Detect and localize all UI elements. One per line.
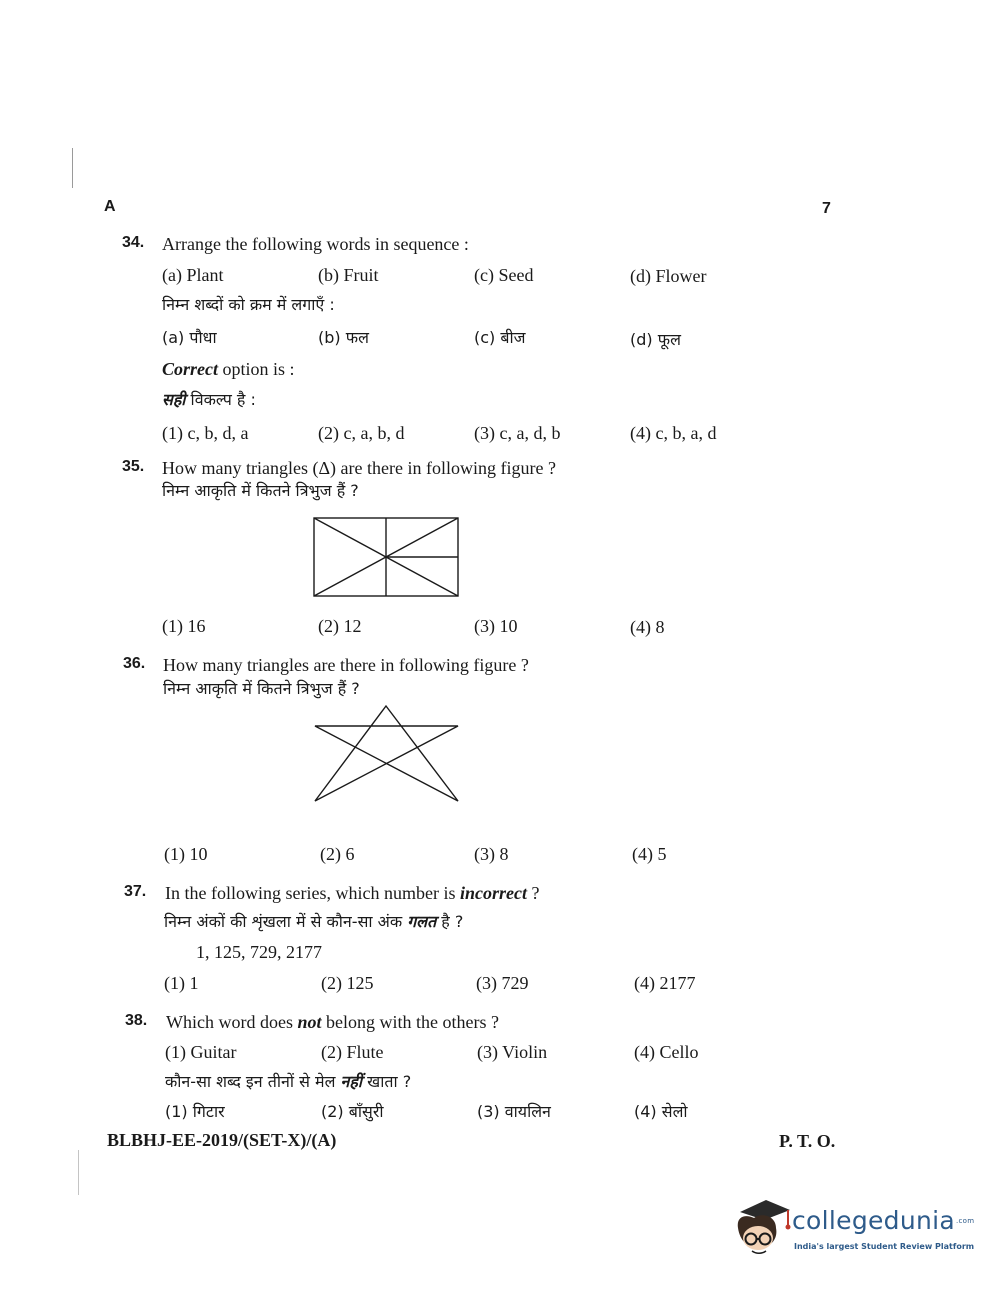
number-series: 1, 125, 729, 2177 [196,942,322,962]
option-4: (4) 8 [630,617,665,637]
word-hi-b: (b) फल [318,328,369,347]
correct-option-label-hi: सही विकल्प है : [162,390,256,409]
option-hi-2: (2) बाँसुरी [321,1102,384,1121]
question-text-hi: निम्न शब्दों को क्रम में लगाएँ : [162,295,335,314]
option-2: (2) 6 [320,844,355,864]
star-triangles-figure [312,704,462,804]
set-letter: A [104,198,116,215]
question-text-en: How many triangles are there in following figure ? [163,655,529,675]
word-en-d: (d) Flower [630,266,707,286]
option-3: (3) 8 [474,844,509,864]
question-text-en: How many triangles (Δ) are there in following figure ? [162,458,556,478]
word-en-c: (c) Seed [474,265,534,285]
figure-star [315,706,458,801]
rectangle-triangles-figure [312,516,460,598]
brand-tagline: India's largest Student Review Platform [794,1242,975,1251]
question-text-hi: कौन-सा शब्द इन तीनों से मेल नहीं खाता ? [165,1072,412,1091]
option-en-1: (1) Guitar [165,1042,237,1062]
option-1: (1) 1 [164,973,199,993]
collegedunia-watermark [732,1196,975,1268]
question-text-en: Arrange the following words in sequence : [162,234,469,254]
option-en-3: (3) Violin [477,1042,548,1062]
option-3: (3) 729 [476,973,529,993]
option-3: (3) c, a, d, b [474,423,561,443]
option-1: (1) 16 [162,616,206,636]
option-1: (1) 10 [164,844,208,864]
option-4: (4) 2177 [634,973,696,993]
option-4: (4) c, b, a, d [630,423,717,443]
paper-code: BLBHJ-EE-2019/(SET-X)/(A) [107,1130,337,1150]
question-number: 35. [122,458,145,475]
question-text-hi: निम्न आकृति में कितने त्रिभुज हैं ? [163,679,360,698]
question-text-en: Which word does not belong with the others ? [166,1012,499,1032]
option-4: (4) 5 [632,844,667,864]
question-number: 36. [123,655,146,672]
word-hi-d: (d) फूल [630,330,681,349]
option-hi-4: (4) सेलो [634,1102,688,1121]
question-number: 37. [124,883,147,900]
correct-option-label-en: Correct option is : [162,359,295,379]
question-text-hi: निम्न अंकों की शृंखला में से कौन-सा अंक गलत है ? [164,912,464,931]
scan-edge-line [72,148,73,188]
pto-label: P. T. O. [779,1131,836,1151]
option-hi-1: (1) गिटार [165,1102,225,1121]
option-1: (1) c, b, d, a [162,423,249,443]
question-text-hi: निम्न आकृति में कितने त्रिभुज हैं ? [162,481,359,500]
option-hi-3: (3) वायलिन [477,1102,551,1121]
student-mascot-icon [732,1198,792,1260]
brand-name: collegedunia$^{.com}$ [792,1206,975,1235]
option-3: (3) 10 [474,616,518,636]
option-en-2: (2) Flute [321,1042,384,1062]
word-hi-c: (c) बीज [474,328,526,347]
question-number: 38. [125,1012,148,1029]
page-number: 7 [822,200,831,217]
word-en-a: (a) Plant [162,265,224,285]
question-number: 34. [122,234,145,251]
option-2: (2) 12 [318,616,362,636]
scan-edge-line [78,1150,79,1195]
word-hi-a: (a) पौधा [162,328,217,347]
question-text-en: In the following series, which number is incorrect ? [165,883,540,903]
option-en-4: (4) Cello [634,1042,699,1062]
word-en-b: (b) Fruit [318,265,379,285]
option-2: (2) c, a, b, d [318,423,405,443]
option-2: (2) 125 [321,973,374,993]
